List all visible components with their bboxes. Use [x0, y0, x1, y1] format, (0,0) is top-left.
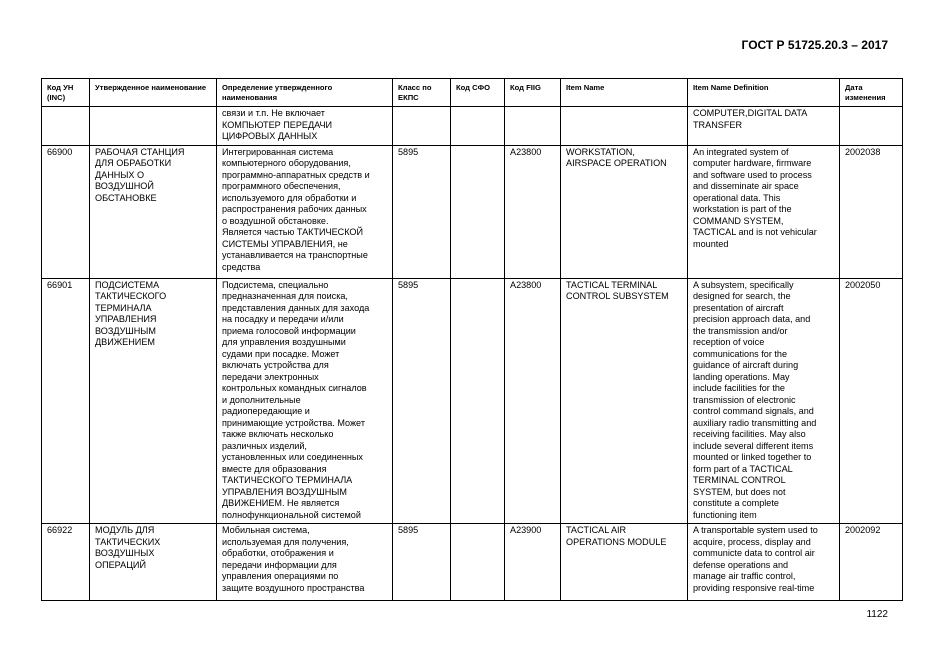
cell-inc: 66901: [42, 278, 90, 524]
cell-item-name: WORKSTATION, AIRSPACE OPERATION: [561, 145, 688, 278]
cell-inc: [42, 107, 90, 146]
cell-item-name: [561, 107, 688, 146]
cell-definition: связи и т.п. Не включает КОМПЬЮТЕР ПЕРЕДАЧИ ЦИФРОВЫХ ДАННЫХ: [217, 107, 393, 146]
cell-item-name-definition: A transportable system used to acquire, process, display and communicte data to control air defense operations and manage air traffic control, providing responsive real-time: [688, 524, 840, 601]
cell-change-date: 2002050: [840, 278, 903, 524]
cell-sfo-code: [451, 145, 505, 278]
table-row: [42, 524, 903, 601]
col-header-fiig-code: Код FIIG: [505, 79, 561, 107]
cell-item-name-definition: COMPUTER,DIGITAL DATA TRANSFER: [688, 107, 840, 146]
col-header-ekps-class: Класс по ЕКПС: [393, 79, 451, 107]
cell-ekps-class: 5895: [393, 145, 451, 278]
cell-sfo-code: [451, 524, 505, 601]
col-header-sfo-code: Код СФО: [451, 79, 505, 107]
cell-item-name-definition: A subsystem, specifically designed for search, the presentation of aircraft precision approach data, and the transmission and/or reception of voice communications for the guidance of aircraft during landing operations. May include facilities for the transmission of electronic control command signals, and auxiliary radio transmitting and receiving facilities. May also include several different items mounted or linked together to form part of a TACTICAL TERMINAL CONTROL SYSTEM, but does not constitute a complete functioning item: [688, 278, 840, 524]
cell-ekps-class: 5895: [393, 524, 451, 601]
cell-change-date: 2002092: [840, 524, 903, 601]
cell-definition: Мобильная система, используемая для получения, обработки, отображения и передачи информации для управления операциями по защите воздушного пространства: [217, 524, 393, 601]
cell-approved-name: РАБОЧАЯ СТАНЦИЯ ДЛЯ ОБРАБОТКИ ДАННЫХ О ВОЗДУШНОЙ ОБСТАНОВКЕ: [90, 145, 217, 278]
col-header-definition: Определение утвержденного наименования: [217, 79, 393, 107]
cell-change-date: [840, 107, 903, 146]
cell-definition: Интегрированная система компьютерного оборудования, программно-аппаратных средств и программного обеспечения, используемого для обработки и распространения рабочих данных о воздушной обстановке. Является частью ТАКТИЧЕСКОЙ СИСТЕМЫ УПРАВЛЕНИЯ, не устанавливается на транспортные средства: [217, 145, 393, 278]
cell-item-name-definition: An integrated system of computer hardware, firmware and software used to process and disseminate air space operational data. This workstation is part of the COMMAND SYSTEM, TACTICAL and is not vehicular mounted: [688, 145, 840, 278]
cell-fiig-code: [505, 107, 561, 146]
col-header-item-name-definition: Item Name Definition: [688, 79, 840, 107]
cell-definition: Подсистема, специально предназначенная для поиска, представления данных для захода на посадку и передачи и/или приема голосовой информации для управления воздушными судами при посадке. Может включать устройства для передачи электронных контрольных командных сигналов и дополнительные радиопередающие и принимающие устройства. Может также включать несколько различных изделий, установленных или соединенных вместе для образования ТАКТИЧЕСКОГО ТЕРМИНАЛА УПРАВЛЕНИЯ ВОЗДУШНЫМ ДВИЖЕНИЕМ. Не является полнофункциональной системой: [217, 278, 393, 524]
cell-inc: 66922: [42, 524, 90, 601]
cell-item-name: TACTICAL AIR OPERATIONS MODULE: [561, 524, 688, 601]
cell-item-name: TACTICAL TERMINAL CONTROL SUBSYSTEM: [561, 278, 688, 524]
col-header-inc: Код УН (INC): [42, 79, 90, 107]
cell-fiig-code: A23800: [505, 278, 561, 524]
cell-ekps-class: [393, 107, 451, 146]
col-header-change-date: Дата изменения: [840, 79, 903, 107]
cell-approved-name: [90, 107, 217, 146]
cell-ekps-class: 5895: [393, 278, 451, 524]
col-header-item-name: Item Name: [561, 79, 688, 107]
col-header-approved-name: Утвержденное наименование: [90, 79, 217, 107]
cell-sfo-code: [451, 278, 505, 524]
table-header-row: [42, 79, 903, 107]
cell-sfo-code: [451, 107, 505, 146]
cell-approved-name: ПОДСИСТЕМА ТАКТИЧЕСКОГО ТЕРМИНАЛА УПРАВЛЕНИЯ ВОЗДУШНЫМ ДВИЖЕНИЕМ: [90, 278, 217, 524]
table-row: [42, 278, 903, 524]
cell-fiig-code: A23900: [505, 524, 561, 601]
document-code: ГОСТ Р 51725.20.3 – 2017: [741, 38, 888, 52]
cell-inc: 66900: [42, 145, 90, 278]
classification-table: [41, 78, 903, 601]
table-row: [42, 107, 903, 146]
cell-change-date: 2002038: [840, 145, 903, 278]
page-number: 1122: [866, 609, 888, 620]
cell-fiig-code: A23800: [505, 145, 561, 278]
cell-approved-name: МОДУЛЬ ДЛЯ ТАКТИЧЕСКИХ ВОЗДУШНЫХ ОПЕРАЦИЙ: [90, 524, 217, 601]
table-row: [42, 145, 903, 278]
